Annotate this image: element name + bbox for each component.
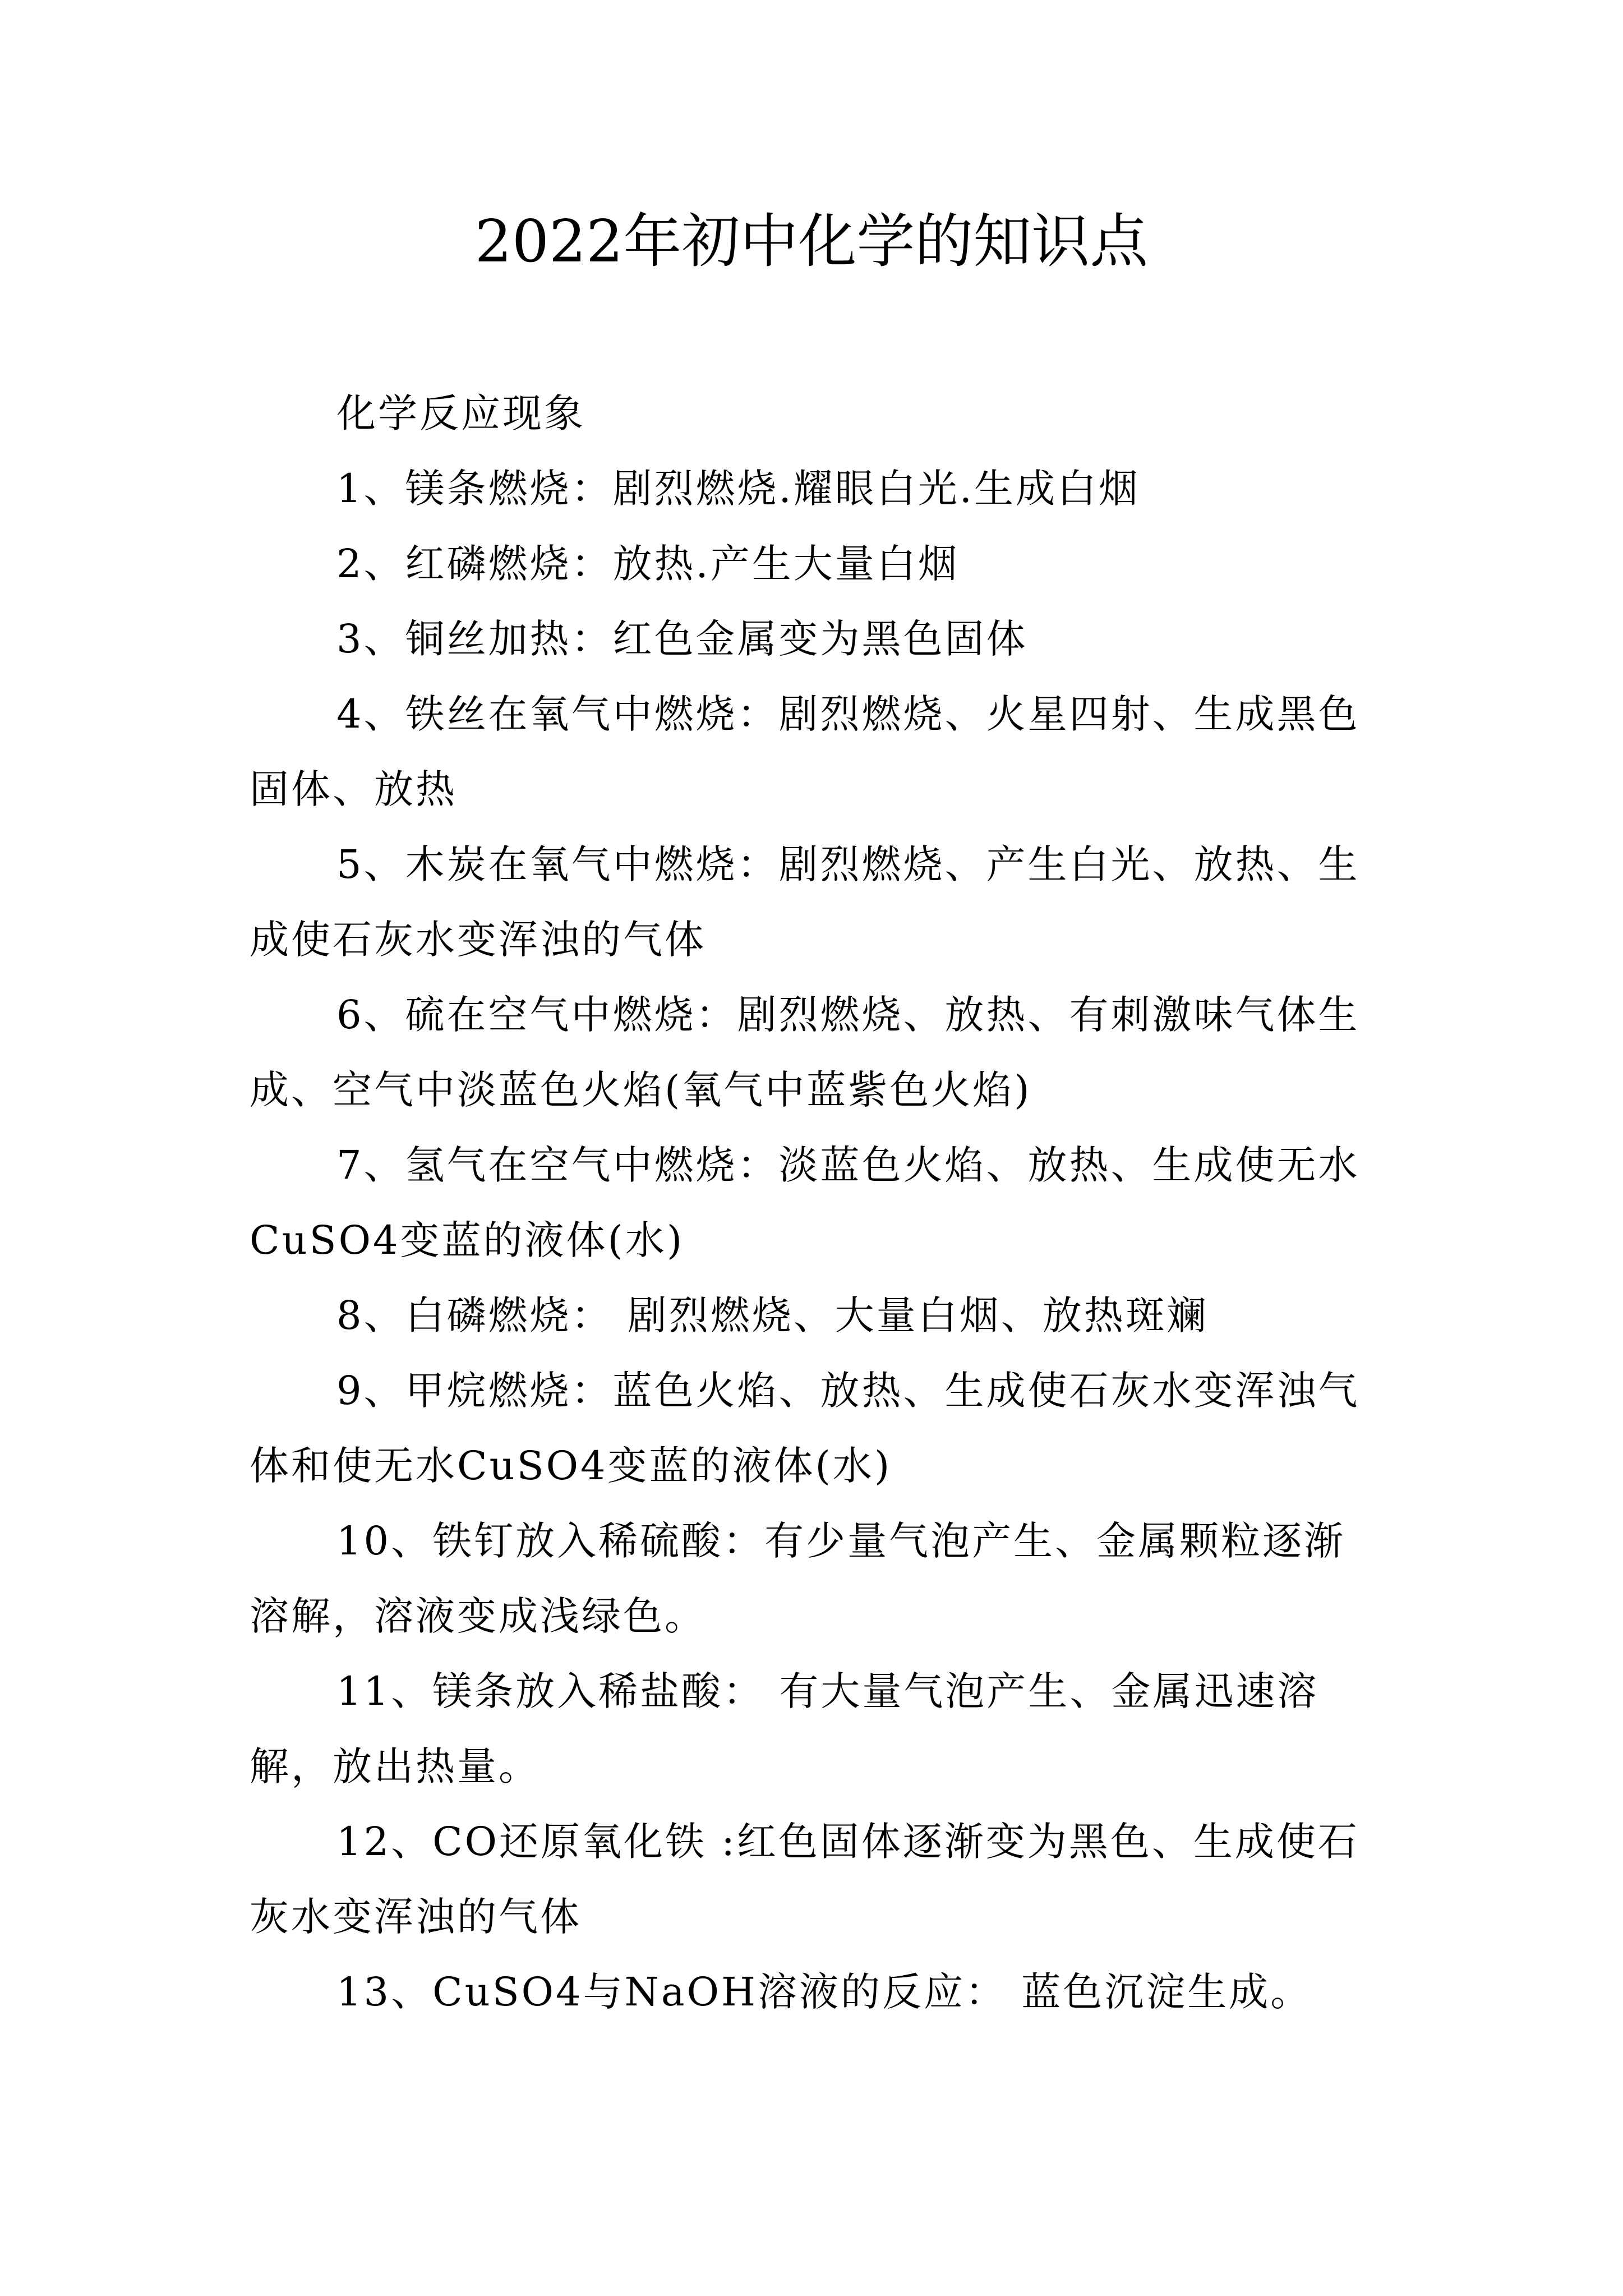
list-item: 1、镁条燃烧：剧烈燃烧.耀眼白光.生成白烟 bbox=[336, 466, 1141, 512]
list-item: 9、甲烷燃烧：蓝色火焰、放热、生成使石灰水变浑浊气体和使无水CuSO4变蓝的液体(水) bbox=[250, 1368, 1360, 1489]
list-item: 2、红磷燃烧：放热.产生大量白烟 bbox=[336, 541, 960, 587]
document-body bbox=[250, 376, 1382, 2030]
section-heading: 化学反应现象 bbox=[336, 390, 585, 436]
list-item: 3、铜丝加热：红色金属变为黑色固体 bbox=[336, 616, 1028, 662]
list-item: 7、氢气在空气中燃烧：淡蓝色火焰、放热、生成使无水CuSO4变蓝的液体(水) bbox=[250, 1142, 1360, 1263]
list-item: 4、铁丝在氧气中燃烧：剧烈燃烧、火星四射、生成黑色固体、放热 bbox=[250, 691, 1360, 812]
list-item: 5、木炭在氧气中燃烧：剧烈燃烧、产生白光、放热、生成使石灰水变浑浊的气体 bbox=[250, 841, 1360, 963]
list-item: 10、铁钉放入稀硫酸：有少量气泡产生、金属颗粒逐渐溶解，溶液变成浅绿色。 bbox=[250, 1518, 1346, 1639]
list-item: 6、硫在空气中燃烧：剧烈燃烧、放热、有刺激味气体生成、空气中淡蓝色火焰(氧气中蓝紫色火焰) bbox=[250, 992, 1360, 1113]
list-item: 12、CO还原氧化铁 :红色固体逐渐变为黑色、生成使石灰水变浑浊的气体 bbox=[250, 1819, 1359, 1940]
page-title: 2022年初中化学的知识点 bbox=[474, 207, 1149, 275]
list-item: 11、镁条放入稀盐酸： 有大量气泡产生、金属迅速溶解，放出热量。 bbox=[250, 1668, 1319, 1789]
list-item: 8、白磷燃烧： 剧烈燃烧、大量白烟、放热斑斓 bbox=[336, 1292, 1209, 1338]
list-item: 13、CuSO4与NaOH溶液的反应： 蓝色沉淀生成。 bbox=[336, 1969, 1312, 2015]
